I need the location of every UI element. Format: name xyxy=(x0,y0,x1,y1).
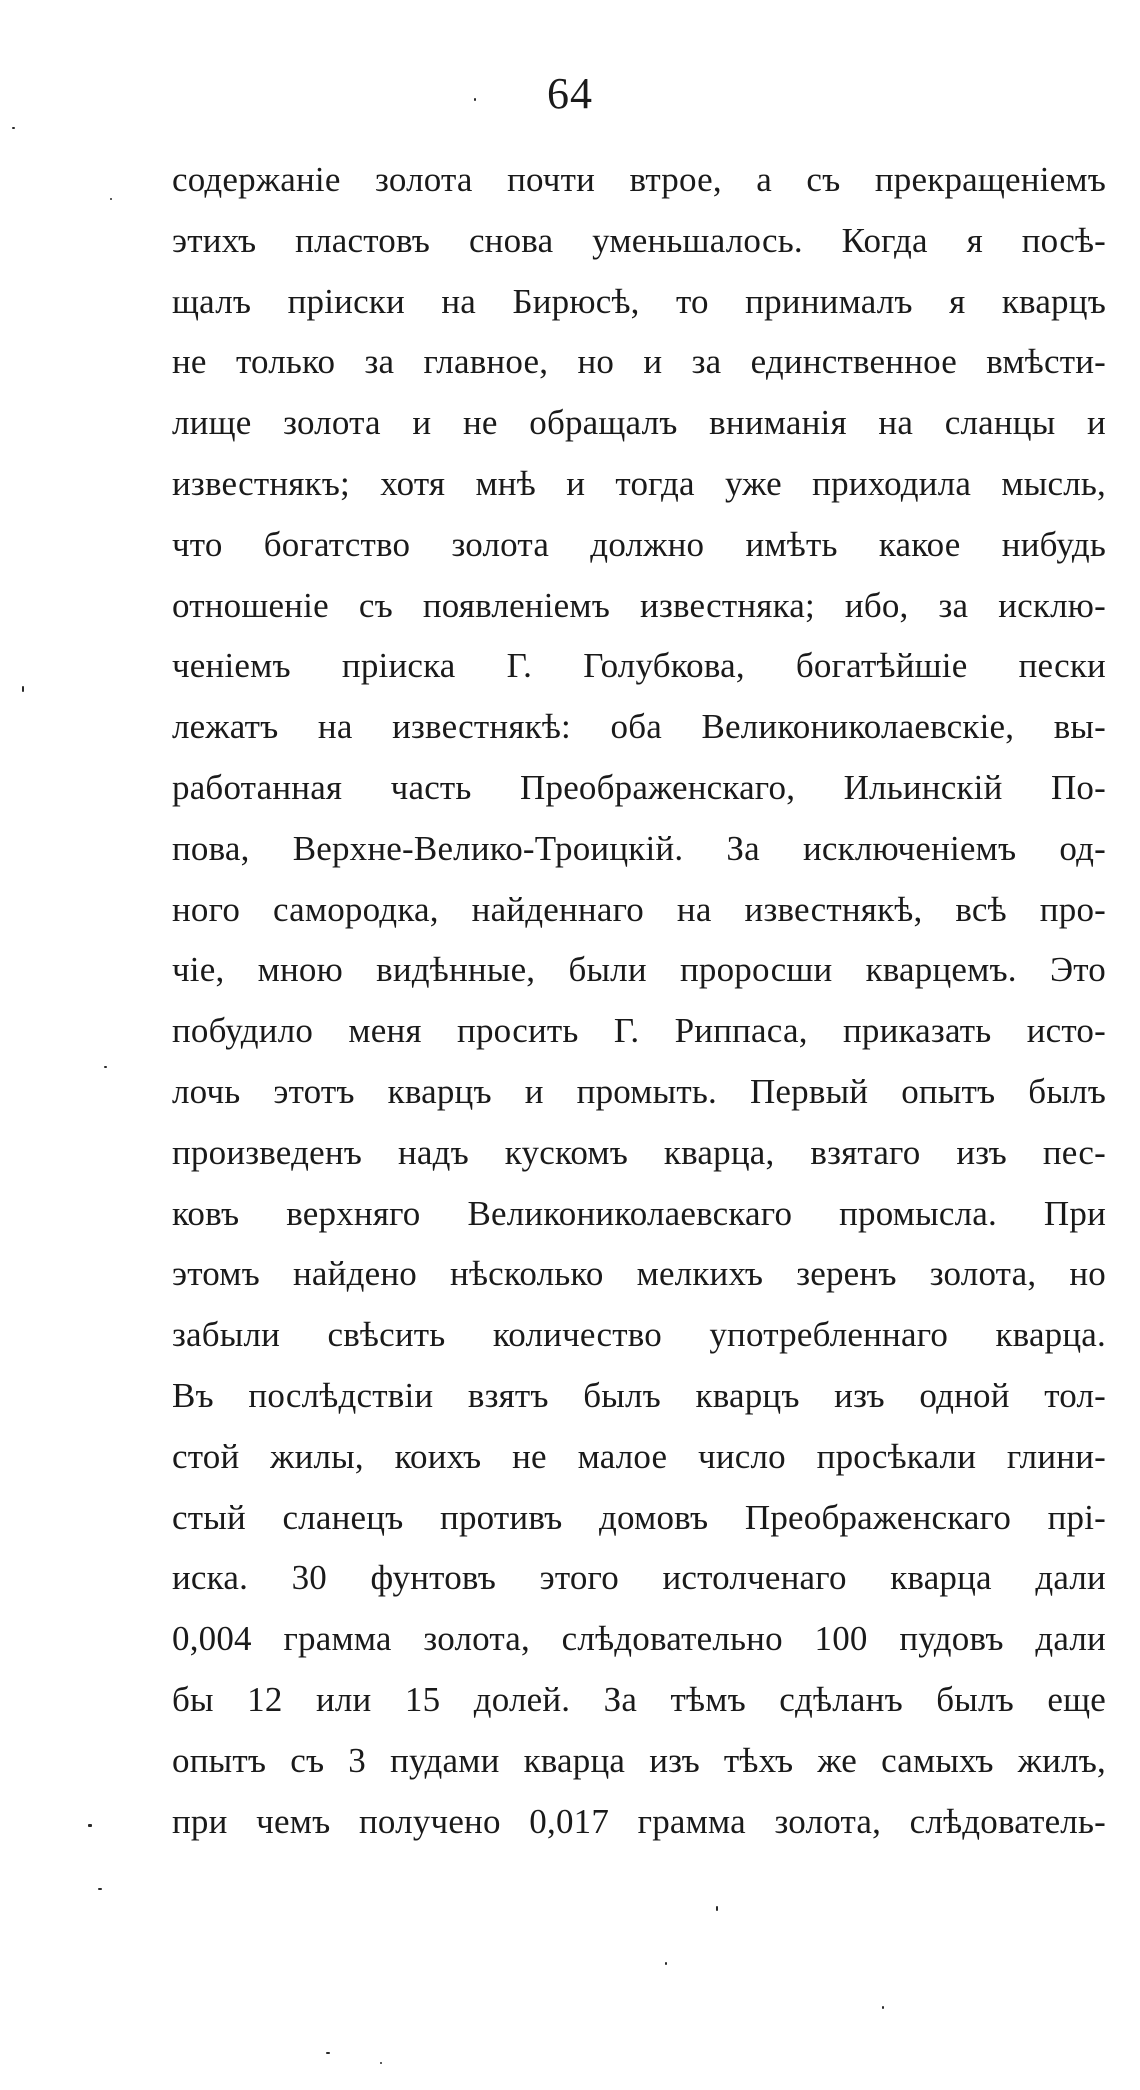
text-line: что богатство золота должно имѣть какое нибудь xyxy=(172,524,1106,564)
scan-speck xyxy=(882,2006,884,2009)
text-line: не только за главное, но и за единственное вмѣсти- xyxy=(172,342,1106,382)
text-line: известнякъ; хотя мнѣ и тогда уже приходила мысль, xyxy=(172,463,1106,503)
scan-speck xyxy=(12,127,15,129)
text-line: ковъ верхняго Великониколаевскаго промысла. При xyxy=(172,1193,1106,1233)
text-line: работанная часть Преображенскаго, Ильинскій По- xyxy=(172,767,1106,807)
text-line: щалъ пріиски на Бирюсѣ, то принималъ я кварцъ xyxy=(172,281,1106,321)
text-line: пова, Верхне-Велико-Троицкій. За исключеніемъ од- xyxy=(172,828,1106,868)
scan-speck xyxy=(716,1906,718,1911)
text-line: содержаніе золота почти втрое, а съ прекращеніемъ xyxy=(172,160,1106,199)
text-line: ченіемъ пріиска Г. Голубкова, богатѣйшіе пески xyxy=(172,646,1106,686)
scan-speck xyxy=(104,1066,107,1068)
text-line: этомъ найдено нѣсколько мелкихъ зеренъ золота, но xyxy=(172,1254,1106,1294)
text-line: чіе, мною видѣнные, были проросши кварцемъ. Это xyxy=(172,950,1106,990)
text-line: 0,004 грамма золота, слѣдовательно 100 пудовъ дали xyxy=(172,1619,1106,1659)
text-line: лочь этотъ кварцъ и промыть. Первый опытъ былъ xyxy=(172,1071,1106,1111)
text-line: стый сланецъ противъ домовъ Преображенскаго прі- xyxy=(172,1497,1106,1537)
scan-speck xyxy=(98,1888,102,1890)
text-line: лище золота и не обращалъ вниманія на сланцы и xyxy=(172,403,1106,443)
scan-speck xyxy=(380,2062,382,2064)
text-line: отношеніе съ появленіемъ известняка; ибо, за исклю- xyxy=(172,585,1106,625)
scan-speck xyxy=(474,98,476,101)
text-line: иска. 30 фунтовъ этого истолченаго кварца дали xyxy=(172,1558,1106,1598)
text-line: забыли свѣсить количество употребленнаго кварца. xyxy=(172,1315,1106,1355)
text-line: произведенъ надъ кускомъ кварца, взятаго изъ пес- xyxy=(172,1132,1106,1172)
text-line: лежатъ на известнякѣ: оба Великониколаевскіе, вы- xyxy=(172,707,1106,747)
page-number: 64 xyxy=(547,69,593,118)
text-line: опытъ съ 3 пудами кварца изъ тѣхъ же самыхъ жилъ, xyxy=(172,1740,1106,1780)
scan-speck xyxy=(665,1962,667,1965)
scan-speck xyxy=(110,198,112,200)
scan-speck xyxy=(326,2052,330,2054)
text-line: при чемъ получено 0,017 грамма золота, слѣдователь- xyxy=(172,1801,1106,1841)
text-line: ного самородка, найденнаго на известнякѣ, всѣ про- xyxy=(172,889,1106,929)
text-line: Въ послѣдствіи взятъ былъ кварцъ изъ одной тол- xyxy=(172,1375,1106,1415)
text-line: бы 12 или 15 долей. За тѣмъ сдѣланъ былъ еще xyxy=(172,1679,1106,1719)
text-line: стой жилы, коихъ не малое число просѣкали глини- xyxy=(172,1436,1106,1476)
page-text-body xyxy=(172,150,1106,1852)
text-line: этихъ пластовъ снова уменьшалось. Когда я посѣ- xyxy=(172,220,1106,260)
scan-speck xyxy=(88,1824,92,1827)
scan-speck xyxy=(22,686,24,692)
text-line: побудило меня просить Г. Риппаса, приказать исто- xyxy=(172,1011,1106,1051)
